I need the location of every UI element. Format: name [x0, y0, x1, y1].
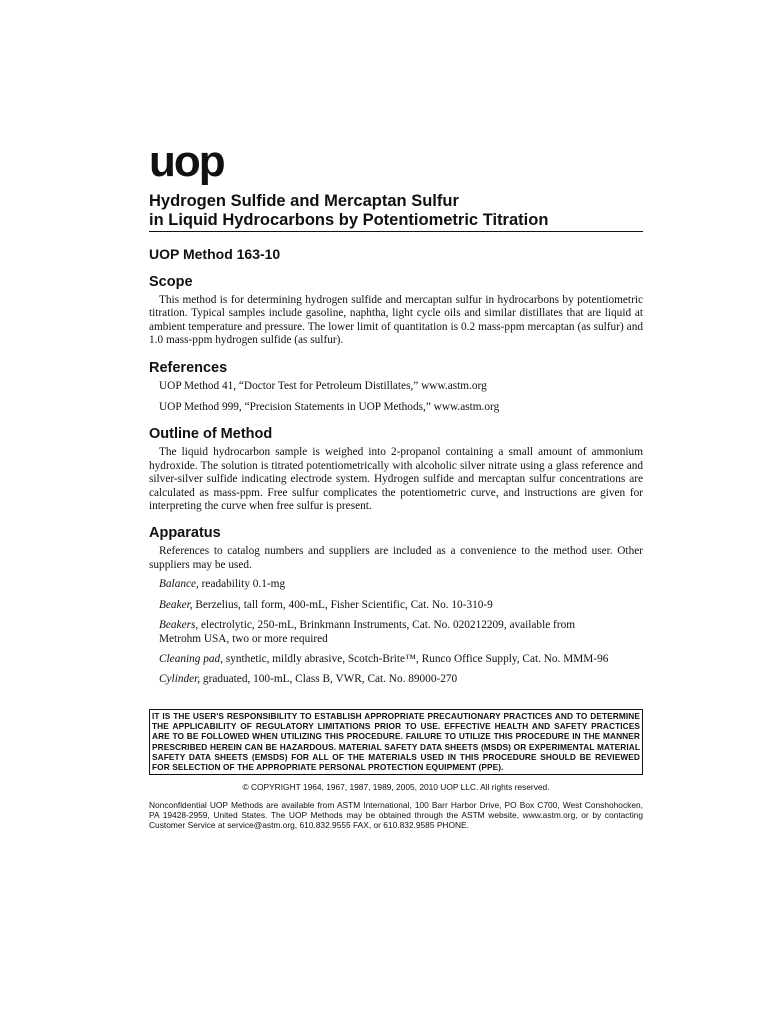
apparatus-item-name: Beaker,: [159, 598, 193, 611]
document-page: [149, 137, 643, 831]
copyright-notice: © COPYRIGHT 1964, 1967, 1987, 1989, 2005, 2010 UOP LLC. All rights reserved.: [242, 781, 550, 792]
apparatus-intro: References to catalog numbers and suppliers are included as a convenience to the method user. Other suppliers may be used.: [149, 545, 643, 571]
outline-text: The liquid hydrocarbon sample is weighed into 2-propanol containing a small amount of ammonium hydroxide. The solution is titrated potentiometrically with alcoholic silver nitrate using a glass reference and silver-silver sulfide indicating electrode system. Hydrogen sulfide and mercaptan sulfur concentrations are calculated as mass-ppm. Free sulfur complicates the potentiometric curve, and instructions are given for interpreting the curve when free sulfur is present.: [149, 446, 643, 513]
title-line-2: in Liquid Hydrocarbons by Potentiometric Titration: [149, 211, 549, 229]
apparatus-item: [149, 619, 643, 646]
uop-logo: uop: [149, 137, 224, 186]
apparatus-item-desc: readability 0.1-mg: [198, 578, 286, 591]
availability-footer: Nonconfidential UOP Methods are available from ASTM International, 100 Barr Harbor Drive, PO Box C700, West Conshohocken, PA 19428-2959, United States. The UOP Methods may be obtained through the ASTM website, www.astm.org, or by contacting Customer Service at service@astm.org, 610.832.9555 FAX, or 610.832.9585 PHONE.: [149, 799, 643, 831]
apparatus-item: [149, 653, 643, 666]
apparatus-item-name: Beakers,: [159, 619, 199, 632]
document-title: [149, 192, 643, 232]
apparatus-item-continuation: Metrohm USA, two or more required: [159, 632, 328, 645]
reference-item: UOP Method 999, “Precision Statements in UOP Methods,” www.astm.org: [159, 401, 500, 414]
apparatus-item-desc: electrolytic, 250-mL, Brinkmann Instruments, Cat. No. 020212209, available from: [198, 619, 576, 632]
apparatus-item-name: Cleaning pad,: [159, 652, 224, 665]
apparatus-item-desc: graduated, 100-mL, Class B, VWR, Cat. No. 89000-270: [200, 673, 458, 686]
method-number: UOP Method 163-10: [149, 246, 281, 262]
apparatus-item: [149, 578, 643, 591]
apparatus-item: [149, 599, 643, 612]
reference-item: UOP Method 41, “Doctor Test for Petroleum Distillates,” www.astm.org: [159, 379, 487, 392]
apparatus-item-desc: Berzelius, tall form, 400-mL, Fisher Scientific, Cat. No. 10-310-9: [192, 598, 493, 611]
scope-text: This method is for determining hydrogen sulfide and mercaptan sulfur in hydrocarbons by potentiometric titration. Typical samples include gasoline, naphtha, light cycle oils and similar distillates that are liquid at ambient temperature and pressure. The lower limit of quantitation is 0.2 mass-ppm mercaptan (as sulfur) and 1.0 mass-ppm hydrogen sulfide (as sulfur).: [149, 294, 643, 347]
outline-heading: Outline of Method: [149, 426, 273, 443]
apparatus-heading: Apparatus: [149, 525, 221, 542]
title-line-1: Hydrogen Sulfide and Mercaptan Sulfur: [149, 192, 459, 210]
apparatus-item: [149, 673, 643, 686]
safety-warning-box: IT IS THE USER'S RESPONSIBILITY TO ESTABLISH APPROPRIATE PRECAUTIONARY PRACTICES AND TO DETERMINE THE APPLICABILITY OF REGULATORY LIMITATIONS PRIOR TO USE. EFFECTIVE HEALTH AND SAFETY PRACTICES ARE TO BE FOLLOWED WHEN UTILIZING THIS PROCEDURE. FAILURE TO UTILIZE THIS PROCEDURE IN THE MANNER PRESCRIBED HEREIN CAN BE HAZARDOUS. MATERIAL SAFETY DATA SHEETS (MSDS) OR EXPERIMENTAL MATERIAL SAFETY DATA SHEETS (EMSDS) FOR ALL OF THE MATERIALS USED IN THIS PROCEDURE SHOULD BE REVIEWED FOR SELECTION OF THE APPROPRIATE PERSONAL PROTECTION EQUIPMENT (PPE).: [149, 709, 643, 775]
references-heading: References: [149, 359, 228, 376]
apparatus-item-desc: synthetic, mildly abrasive, Scotch-Brite™, Runco Office Supply, Cat. No. MMM-96: [223, 652, 609, 665]
scope-heading: Scope: [149, 274, 193, 290]
apparatus-item-name: Balance,: [159, 578, 199, 591]
apparatus-item-name: Cylinder,: [159, 673, 201, 686]
